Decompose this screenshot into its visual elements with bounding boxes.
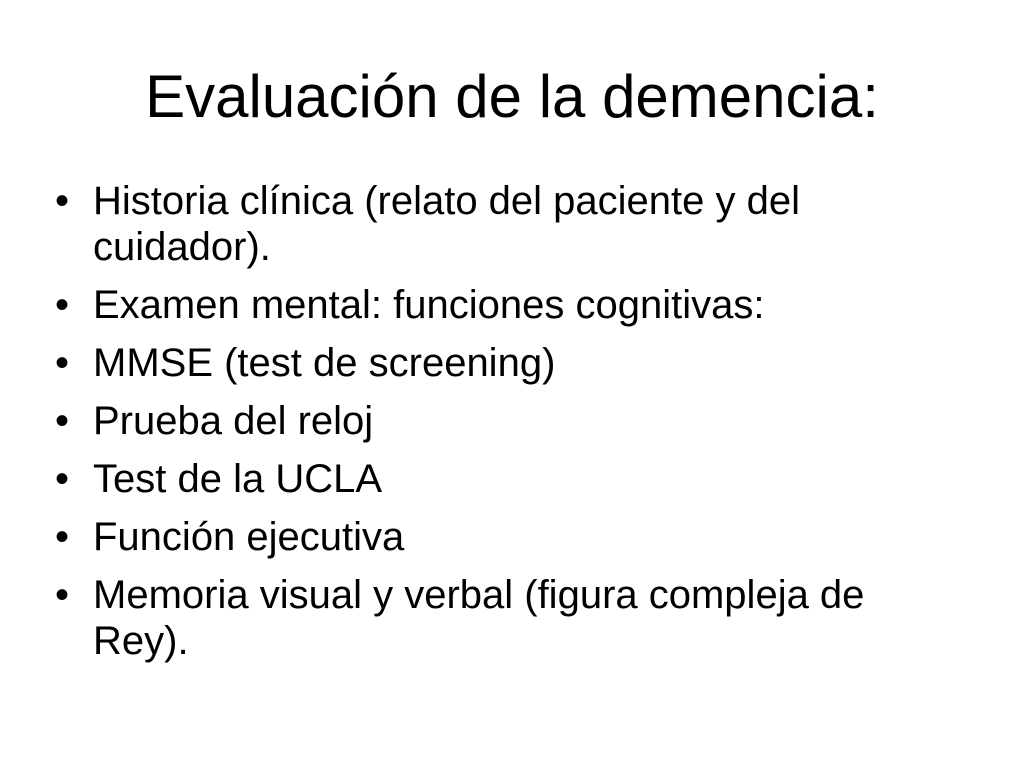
bullet-icon: • xyxy=(55,341,70,385)
bullet-text: Historia clínica (relato del paciente y del cuidador). xyxy=(93,179,801,269)
bullet-icon: • xyxy=(55,179,70,223)
bullet-text: Memoria visual y verbal (figura compleja de Rey). xyxy=(93,573,865,663)
bullet-text: Test de la UCLA xyxy=(93,457,383,501)
bullet-text: Examen mental: funciones cognitivas: xyxy=(93,283,765,327)
bullet-list xyxy=(55,178,955,676)
bullet-icon: • xyxy=(55,399,70,443)
bullet-item-memoria xyxy=(55,572,955,664)
bullet-icon: • xyxy=(55,283,70,327)
bullet-text: MMSE (test de screening) xyxy=(93,341,556,385)
bullet-item-funcion-ejecutiva xyxy=(55,514,955,560)
bullet-icon: • xyxy=(55,573,70,617)
slide-title: Evaluación de la demencia: xyxy=(145,63,879,130)
bullet-icon: • xyxy=(55,457,70,501)
bullet-item-examen xyxy=(55,282,955,328)
bullet-item-ucla xyxy=(55,456,955,502)
bullet-item-historia xyxy=(55,178,955,270)
bullet-icon: • xyxy=(55,515,70,559)
bullet-text: Prueba del reloj xyxy=(93,399,374,443)
bullet-item-mmse xyxy=(55,340,955,386)
bullet-text: Función ejecutiva xyxy=(93,515,405,559)
bullet-item-reloj xyxy=(55,398,955,444)
